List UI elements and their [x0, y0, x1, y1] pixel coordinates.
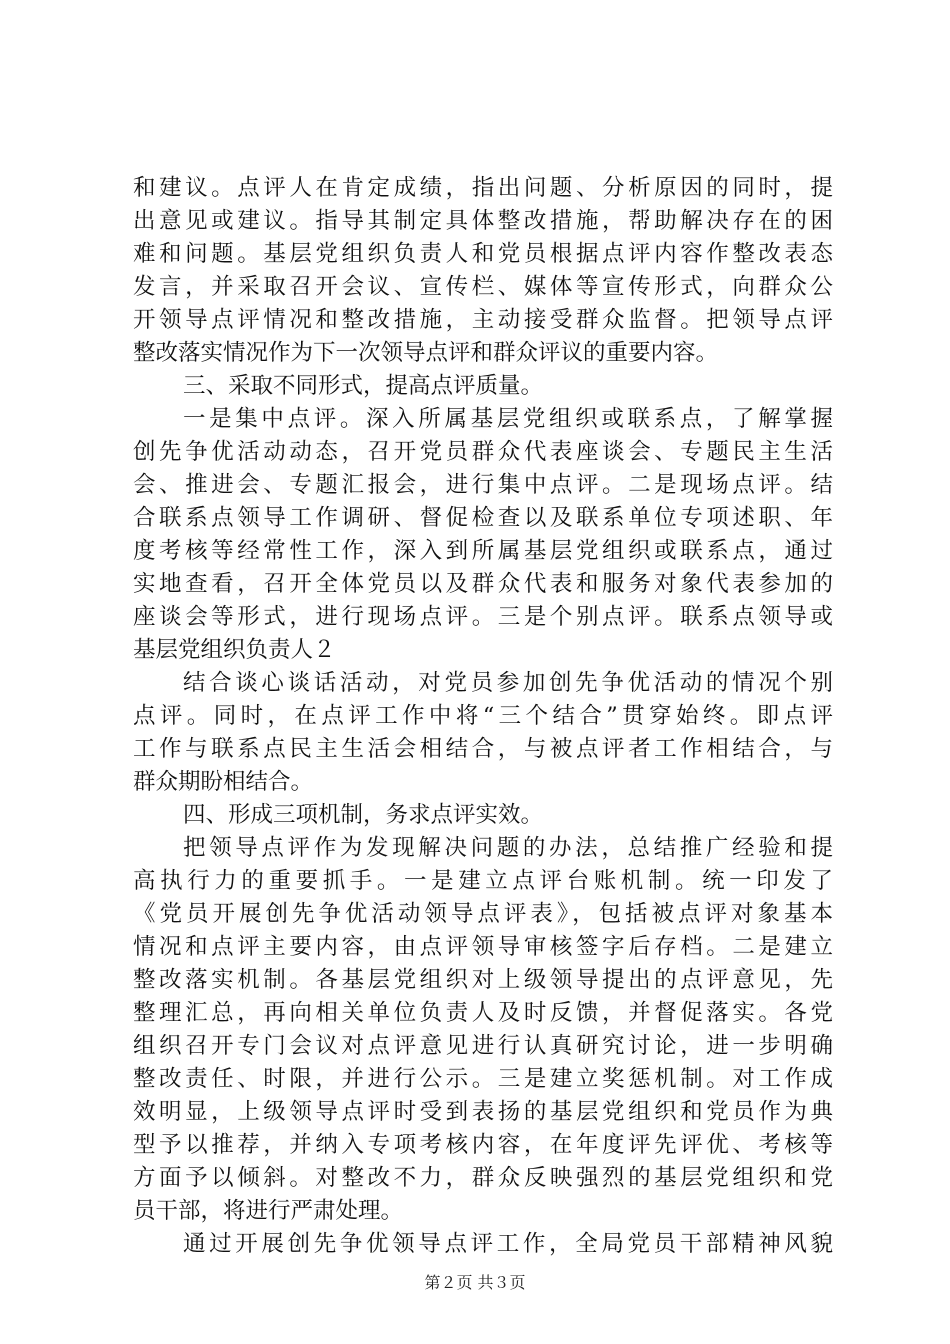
text-line: 合联系点领导工作调研、督促检查以及联系单位专项述职、年 [133, 505, 833, 531]
text-line: 实地查看，召开全体党员以及群众代表和服务对象代表参加的 [133, 571, 833, 597]
text-line: 座谈会等形式，进行现场点评。三是个别点评。联系点领导或 [133, 604, 833, 630]
text-line: 和建议。点评人在肯定成绩，指出问题、分析原因的同时，提 [133, 175, 833, 201]
text-line: 把领导点评作为发现解决问题的办法，总结推广经验和提 [183, 835, 833, 861]
text-line: 整改责任、时限，并进行公示。三是建立奖惩机制。对工作成 [133, 1066, 833, 1092]
text-line: 高执行力的重要抓手。一是建立点评台账机制。统一印发了 [133, 868, 833, 894]
text-line: 四、形成三项机制，务求点评实效。 [183, 802, 544, 828]
text-line: 点评。同时，在点评工作中将“三个结合”贯穿始终。即点评 [133, 703, 833, 729]
text-line: 难和问题。基层党组织负责人和党员根据点评内容作整改表态 [133, 241, 833, 267]
text-line: 三、采取不同形式，提高点评质量。 [183, 373, 544, 399]
text-line: 方面予以倾斜。对整改不力，群众反映强烈的基层党组织和党 [133, 1165, 833, 1191]
text-line: 整理汇总，再向相关单位负责人及时反馈，并督促落实。各党 [133, 1000, 833, 1026]
text-line: 会、推进会、专题汇报会，进行集中点评。二是现场点评。结 [133, 472, 833, 498]
page-footer: 第２页 共３页 [424, 1273, 526, 1292]
text-line: 一是集中点评。深入所属基层党组织或联系点，了解掌握 [183, 406, 833, 432]
text-line: 发言，并采取召开会议、宣传栏、媒体等宣传形式，向群众公 [133, 274, 833, 300]
text-line: 结合谈心谈话活动，对党员参加创先争优活动的情况个别 [183, 670, 833, 696]
text-line: 基层党组织负责人２ [133, 637, 336, 663]
text-line: 工作与联系点民主生活会相结合，与被点评者工作相结合，与 [133, 736, 833, 762]
text-line: 《党员开展创先争优活动领导点评表》，包括被点评对象基本 [133, 901, 833, 927]
text-line: 创先争优活动动态，召开党员群众代表座谈会、专题民主生活 [133, 439, 833, 465]
text-line: 开领导点评情况和整改措施，主动接受群众监督。把领导点评 [133, 307, 833, 333]
text-line: 度考核等经常性工作，深入到所属基层党组织或联系点，通过 [133, 538, 833, 564]
text-line: 组织召开专门会议对点评意见进行认真研究讨论，进一步明确 [133, 1033, 833, 1059]
text-line: 整改落实情况作为下一次领导点评和群众评议的重要内容。 [133, 340, 719, 366]
text-line: 整改落实机制。各基层党组织对上级领导提出的点评意见，先 [133, 967, 833, 993]
text-line: 出意见或建议。指导其制定具体整改措施，帮助解决存在的困 [133, 208, 833, 234]
text-line: 情况和点评主要内容，由点评领导审核签字后存档。二是建立 [133, 934, 833, 960]
document-body [133, 172, 833, 1261]
text-line: 通过开展创先争优领导点评工作，全局党员干部精神风貌 [183, 1231, 833, 1257]
text-line: 型予以推荐，并纳入专项考核内容，在年度评先评优、考核等 [133, 1132, 833, 1158]
text-line: 员干部，将进行严肃处理。 [133, 1198, 404, 1224]
text-line: 效明显，上级领导点评时受到表扬的基层党组织和党员作为典 [133, 1099, 833, 1125]
text-line: 群众期盼相结合。 [133, 769, 314, 795]
